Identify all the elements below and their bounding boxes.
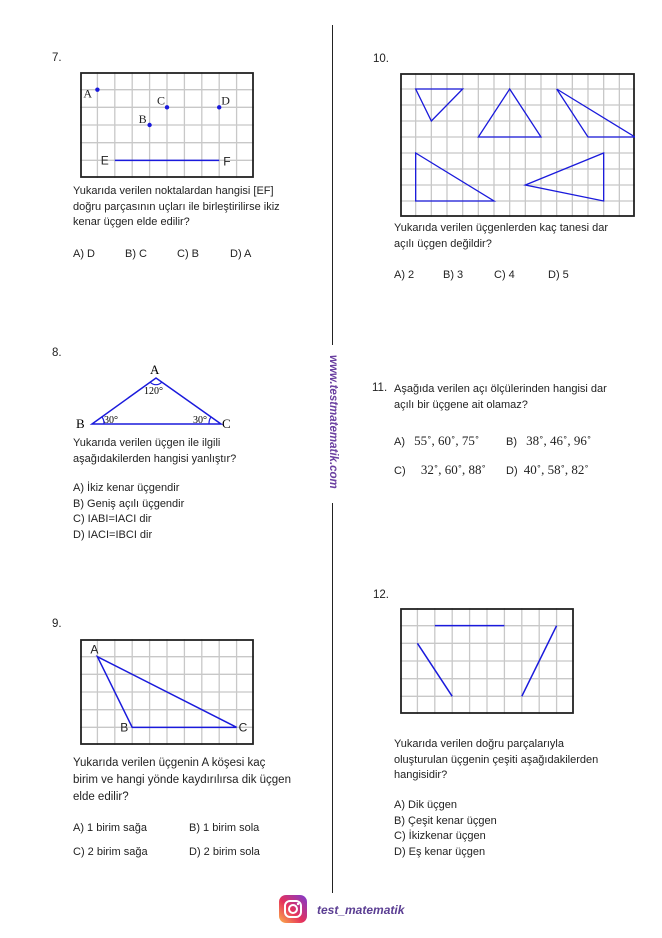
q9-grid-figure [80,639,254,745]
text-line: Yukarıda verilen doğru parçalarıyla [394,738,564,750]
question-text [394,221,608,252]
column-divider [332,25,333,345]
option-letter: B) [506,436,517,448]
q7-grid-figure [80,72,254,178]
text-line: doğru parçasının uçları ile birleştirilirse ikiz [73,200,280,213]
option-c[interactable]: C) 2 birim sağa [73,846,148,858]
option-a[interactable]: A) 2 [394,269,415,281]
vertex-label-a: A [90,642,99,657]
option-letter: A) [394,436,405,448]
vertex-label-c: C [238,720,248,735]
question-text [73,755,291,806]
option-b[interactable]: B) 1 birim sola [189,822,260,834]
point-label: A [83,86,93,101]
footer-handle: test_matematik [317,903,405,917]
text-line: Yukarıda verilen noktalardan hangisi [EF] [73,185,274,197]
triangle [557,89,635,137]
angle-label-c: 30° [193,415,207,426]
question-text [394,737,598,784]
point-b [147,123,151,127]
text-line: Yukarıda verilen üçgenin A köşesi kaç [73,757,266,769]
vertex-label-b: B [76,416,85,431]
option-d[interactable]: D) Eş kenar üçgen [394,845,486,858]
text-line: Yukarıda verilen üçgen ile ilgili [73,437,221,449]
question-text [394,382,607,413]
point-a [95,87,99,91]
triangle [525,153,603,201]
option-value: 55˚, 60˚, 75˚ [414,433,480,448]
question-text [73,184,280,231]
watermark-url: www.testmatematik.com [327,355,339,489]
text-line: kenar üçgen elde edilir? [73,216,190,228]
point-label-f: F [223,154,231,169]
text-line: hangisidir? [394,769,448,781]
question-number: 11. [372,382,388,394]
vertex-label-c: C [222,416,231,431]
question-text [73,436,236,467]
point-label: C [157,93,166,108]
option-d[interactable]: D) A [230,248,252,260]
text-line: Yukarıda verilen üçgenlerden kaç tanesi dar [394,222,609,234]
angle-label-a: 120° [144,386,163,397]
option-c[interactable]: C) IABI=IACI dir [73,513,152,525]
q10-grid-figure [400,73,635,217]
options-list [394,798,497,860]
grid-border [401,74,634,216]
text-line: oluşturulan üçgenin çeşiti aşağıdakilerden [394,753,599,766]
option-a[interactable]: A) Dik üçgen [394,799,457,811]
option-a[interactable]: A) İkiz kenar üçgendir [73,482,180,494]
option-value: 40˚, 58˚, 82˚ [523,462,589,477]
instagram-icon [279,895,307,923]
q8-triangle-figure [70,360,250,435]
point-label: B [138,112,147,126]
q12-grid-figure [400,608,574,714]
option-d[interactable]: D) 2 birim sola [189,846,260,858]
text-line: açılı üçgen değildir? [394,237,492,250]
option-d[interactable]: D) 5 [548,269,569,281]
point-c [165,105,169,109]
option-a[interactable]: A) 1 birim sağa [73,822,147,834]
option-letter: D) [506,465,518,477]
option-b[interactable]: B) Geniş açılı üçgendir [73,497,185,510]
question-number: 12. [373,589,389,601]
option-d[interactable] [506,462,589,478]
text-line: açılı bir üçgene ait olamaz? [394,398,528,411]
option-c[interactable] [394,462,486,478]
question-number: 8. [52,347,62,359]
question-number: 7. [52,52,62,64]
question-number: 10. [373,53,389,65]
option-a[interactable] [394,433,479,449]
text-line: Aşağıda verilen açı ölçülerinden hangisi dar [394,383,607,395]
point-label-e: E [100,153,109,168]
text-line: aşağıdakilerden hangisi yanlıştır? [73,452,237,465]
option-c[interactable]: C) İkizkenar üçgen [394,830,486,842]
option-b[interactable] [506,433,591,449]
angle-arc-a [150,382,162,385]
angle-label-b: 30° [104,415,118,426]
option-c[interactable]: C) 4 [494,269,515,281]
vertex-label-b: B [120,720,129,735]
text-line: birim ve hangi yönde kaydırılırsa dik üçgen [73,774,291,786]
option-c[interactable]: C) B [177,248,199,260]
vertex-label-a: A [150,362,160,377]
option-a[interactable]: A) D [73,248,95,260]
angle-arc-c [209,417,211,424]
point-label: D [221,93,230,108]
option-b[interactable]: B) 3 [443,269,464,281]
options-list [73,481,184,543]
column-divider [332,503,333,893]
option-b[interactable]: B) C [125,248,147,260]
option-b[interactable]: B) Çeşit kenar üçgen [394,814,497,827]
option-d[interactable]: D) IACI=IBCI dir [73,528,153,541]
option-letter: C) [394,465,406,477]
triangle [416,153,494,201]
option-value: 32˚, 60˚, 88˚ [420,462,486,477]
option-value: 38˚, 46˚, 96˚ [526,433,592,448]
text-line: elde edilir? [73,791,129,803]
question-number: 9. [52,618,62,630]
